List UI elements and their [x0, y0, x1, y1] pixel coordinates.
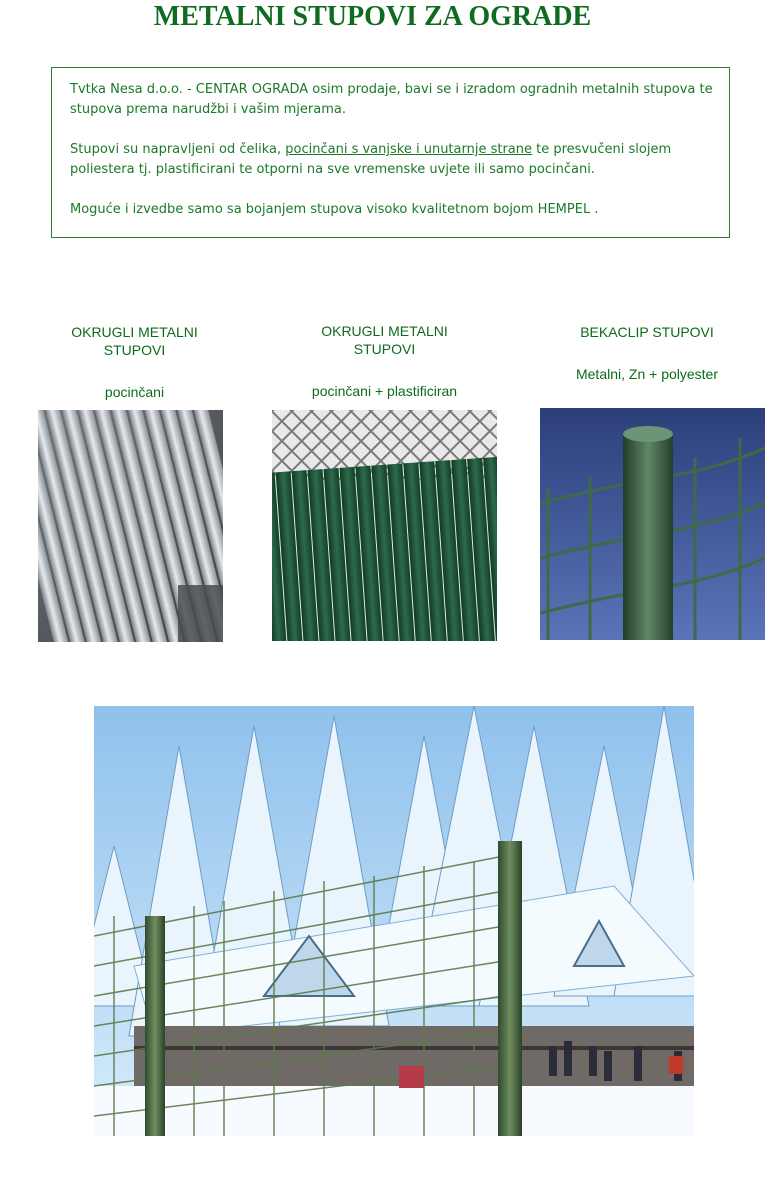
- product-2-subtitle: pocinčani + plastificiran: [311, 383, 458, 399]
- page-title: METALNI STUPOVI ZA OGRADE: [153, 1, 592, 32]
- product-1-title-line1: OKRUGLI METALNI: [71, 324, 198, 340]
- intro-paragraph-2: [70, 140, 721, 180]
- product-3-title: BEKACLIP STUPOVI: [580, 324, 714, 340]
- galvanized-posts-photo: [38, 410, 223, 642]
- intro-paragraph-2-end: te presvučeni slojem poliestera tj. plastificirani te otporni na sve vremenske uvjete ili samo pocinčani.: [70, 142, 672, 177]
- intro-paragraph-1: Tvtka Nesa d.o.o. - CENTAR OGRADA osim prodaje, bavi se i izradom ogradnih metalnih stupova te stupova prema narudžbi i vašim mjerama.: [70, 82, 713, 117]
- product-1-subtitle: pocinčani: [104, 384, 165, 400]
- winter-fence-photo: [94, 706, 694, 1136]
- product-2-title-line1: OKRUGLI METALNI: [321, 323, 448, 339]
- intro-box: [51, 67, 730, 238]
- product-2-title-line2: STUPOVI: [353, 341, 416, 357]
- product-1-title-line2: STUPOVI: [103, 342, 166, 358]
- galvanized-link[interactable]: pocinčani s vanjske i unutarnje strane: [285, 142, 533, 157]
- product-1-caption: [38, 323, 231, 401]
- product-2-caption: [272, 322, 497, 400]
- intro-paragraph-2-start: Stupovi su napravljeni od čelika,: [70, 142, 286, 157]
- product-3-caption: [536, 323, 758, 383]
- product-3-subtitle: Metalni, Zn + polyester: [575, 366, 718, 382]
- bekaclip-post-photo: [540, 408, 765, 640]
- intro-paragraph-3: Moguće i izvedbe samo sa bojanjem stupova visoko kvalitetnom bojom HEMPEL .: [70, 202, 599, 217]
- green-coated-posts-photo: [272, 410, 497, 641]
